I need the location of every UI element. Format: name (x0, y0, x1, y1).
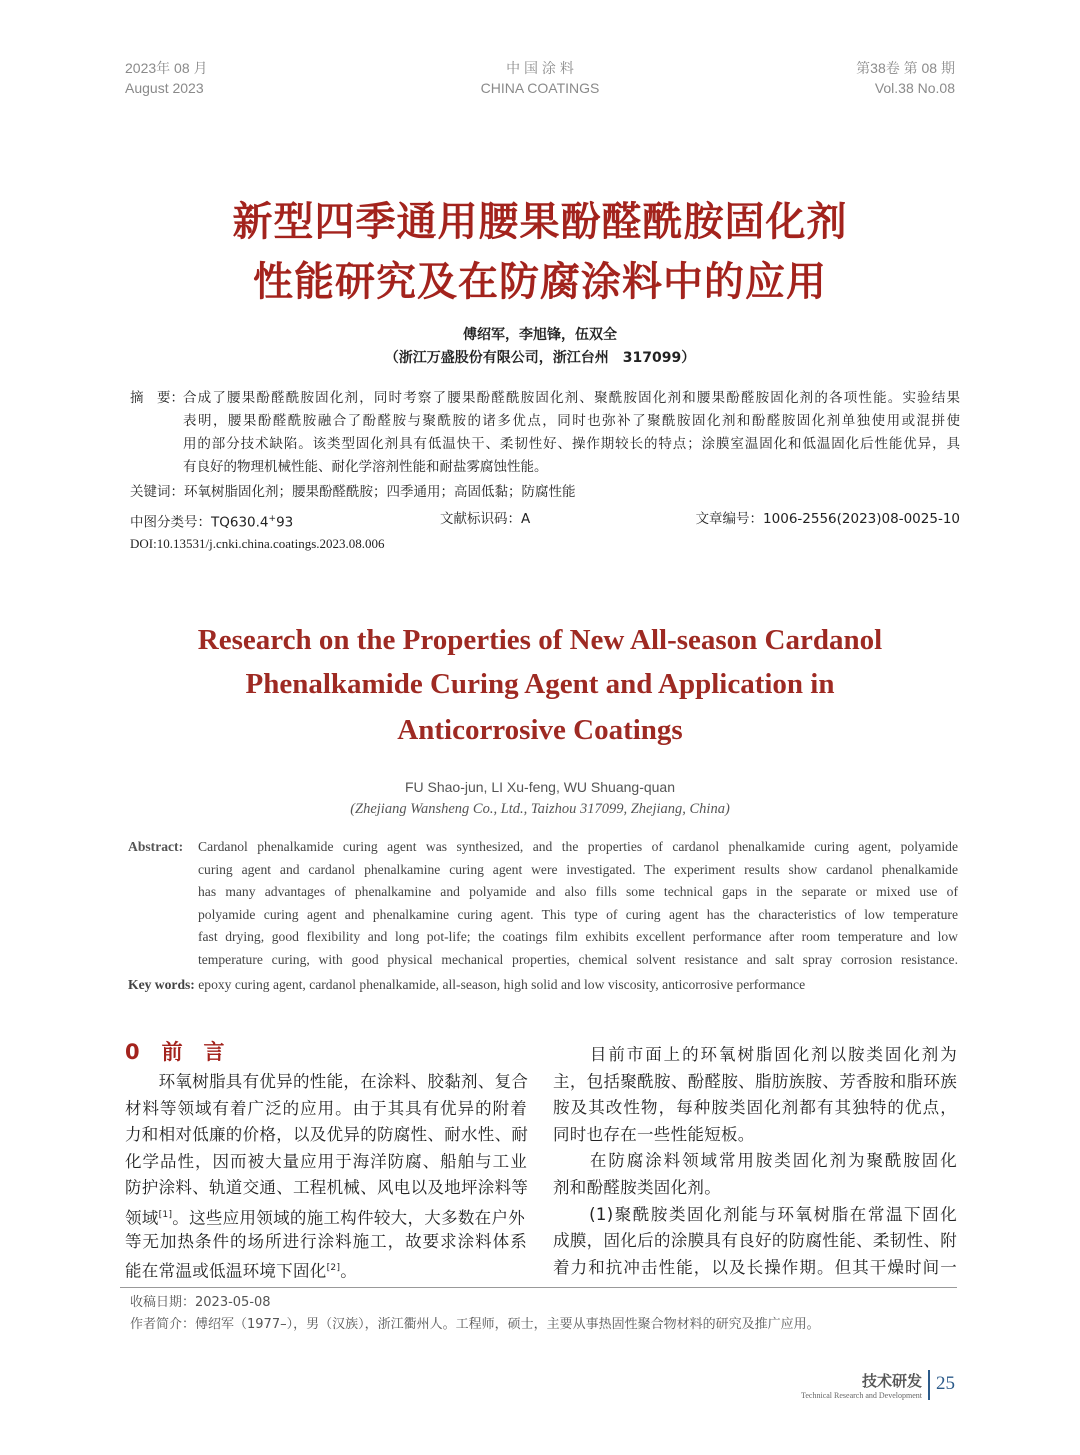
clc-sup: + (268, 514, 277, 524)
body-line: 材料等领域有着广泛的应用。由于其具有优异的附着 (125, 1098, 527, 1118)
abstract-en-label: Abstract: (128, 839, 184, 854)
body-line: 环氧树脂具有优异的性能，在涂料、胶黏剂、复合 (125, 1072, 529, 1091)
abstract-cn-line: 用的部分技术缺陷。该类型固化剂具有低温快干、柔韧性好、操作期较长的特点；涂膜室温固化和低温固化后性能优异，具 (183, 436, 960, 452)
keywords-en (128, 974, 805, 997)
page-number: 25 (936, 1373, 955, 1394)
body-line: 目前市面上的环氧树脂固化剂以胺类固化剂为 (553, 1045, 957, 1064)
journal-cn: 中 国 涂 料 (506, 60, 574, 76)
keywords-en-text: epoxy curing agent, cardanol phenalkamide, all-season, high solid and low viscosity, anticorrosive performance (198, 977, 806, 992)
authors-en: FU Shao-jun, LI Xu-feng, WU Shuang-quan (404, 779, 676, 795)
body-line: 着力和抗冲击性能，以及长操作期。但其干燥时间一 (553, 1257, 957, 1277)
body-line (125, 1202, 527, 1229)
abstract-cn-line: 合成了腰果酚醛酰胺固化剂，同时考察了腰果酚醛酰胺固化剂、聚酰胺固化剂和腰果酚醛胺固化剂的各项性能。实验结果 (183, 390, 960, 406)
left-column (125, 1069, 527, 1282)
citation-link[interactable]: [2] (326, 1263, 341, 1274)
body-line: 在防腐涂料领域常用胺类固化剂为聚酰胺固化 (553, 1151, 957, 1171)
abstract-en-line: fast drying, good flexibility and long pot-life; the coatings film exhibits excellent performance after room temperature and low (198, 929, 958, 945)
volume-info (856, 58, 955, 98)
right-column (553, 1042, 957, 1281)
article-number: 文章编号：1006-2556(2023)08-0025-10 (695, 511, 960, 527)
section-title: 前 言 (161, 1040, 225, 1064)
clc-value: TQ630.4 (211, 514, 269, 531)
section-number: 0 (125, 1040, 140, 1064)
abstract-en-line: Cardanol phenalkamide curing agent was synthesized, and the properties of cardanol phenalkamide curing agent, polyamide (198, 839, 958, 854)
keywords-cn-text: 环氧树脂固化剂；腰果酚醛酰胺；四季通用；高固低黏；防腐性能 (184, 484, 576, 500)
date-cn: 2023年 08 月 (125, 60, 208, 76)
author-bio: 作者简介：傅绍军（1977–），男（汉族），浙江衢州人。工程师，硕士，主要从事热固性聚合物材料的研究及推广应用。 (130, 1317, 820, 1332)
abstract-cn (183, 387, 960, 479)
title-cn-line2: 性能研究及在防腐涂料中的应用 (253, 259, 827, 305)
body-line: 等无加热条件的场所进行涂料施工，故要求涂料体系 (125, 1231, 527, 1251)
volume-cn: 第38卷 第 08 期 (856, 60, 955, 76)
body-line: 防护涂料、轨道交通、工程机械、风电以及地坪涂料等 (125, 1178, 529, 1198)
body-line: 胺及其改性物，每种胺类固化剂都有其独特的优点， (553, 1098, 957, 1118)
abstract-cn-line: 表明，腰果酚醛酰胺融合了酚醛胺与聚酰胺的诸多优点，同时也弥补了聚酰胺固化剂和酚醛胺固化剂单独使用或混拼使 (183, 413, 960, 429)
abstract-en (198, 836, 958, 972)
abstract-cn-label: 摘 要： (130, 390, 184, 406)
title-cn-line1: 新型四季通用腰果酚醛酰胺固化剂 (232, 199, 848, 245)
footer-divider (928, 1370, 930, 1400)
doi[interactable]: DOI:10.13531/j.cnki.china.coatings.2023.08.006 (130, 536, 385, 551)
journal-en: CHINA COATINGS (480, 80, 600, 96)
footnote-divider (120, 1287, 957, 1288)
received-date: 收稿日期：2023-05-08 (130, 1295, 271, 1310)
footnotes (130, 1292, 820, 1336)
keywords-cn-label: 关键词： (130, 484, 184, 500)
body-line: 化学品性，因而被大量应用于海洋防腐、船舶与工业 (125, 1151, 527, 1171)
abstract-cn-line: 有良好的物理机械性能、耐化学溶剂性能和耐盐雾腐蚀性能。 (183, 459, 548, 475)
abstract-en-line: temperature curing, with good physical mechanical properties, chemical solvent resistance and salt spray corrosion resistance. (198, 951, 958, 967)
body-line: 力和相对低廉的价格，以及优异的防腐性、耐水性、耐 (125, 1125, 529, 1145)
body-line: (1)聚酰胺类固化剂能与环氧树脂在常温下固化 (553, 1204, 957, 1224)
abstract-en-line: polyamide curing agent and phenalkamine curing agent. This type of curing agent has the characteristics of low temperature (198, 906, 958, 922)
title-en-line2: Phenalkamide Curing Agent and Application in (245, 668, 835, 700)
abstract-en-line: curing agent and cardanol phenalkamine curing agent were investigated. The experiment results show cardanol phenalkamide (198, 861, 958, 877)
volume-en: Vol.38 No.08 (874, 80, 955, 96)
title-en-line3: Anticorrosive Coatings (397, 714, 683, 746)
title-en-line1: Research on the Properties of New All-season Cardanol (197, 624, 883, 656)
authors-cn: 傅绍军，李旭锋，伍双全 (463, 327, 617, 343)
page-footer-section (801, 1370, 922, 1400)
text: 领域 (125, 1208, 159, 1228)
body-line: 同时也存在一些性能短板。 (553, 1124, 755, 1144)
footer-section-cn: 技术研发 (861, 1372, 922, 1390)
keywords-cn (130, 481, 576, 504)
affiliation-en: (Zhejiang Wansheng Co., Ltd., Taizhou 317099, Zhejiang, China) (350, 801, 730, 817)
body-line: 剂和酚醛胺类固化剂。 (553, 1177, 721, 1197)
clc-tail: 93 (276, 514, 294, 531)
clc-label: 中图分类号： (130, 514, 211, 531)
body-line (125, 1255, 527, 1282)
body-line: 成膜，固化后的涂膜具有良好的防腐性能、柔韧性、附 (553, 1231, 957, 1251)
section-heading (125, 1036, 225, 1066)
clc-number (130, 508, 293, 535)
date-en: August 2023 (125, 80, 204, 96)
document-code: 文献标识码：A (440, 511, 531, 527)
text: 。这些应用领域的施工构件较大，大多数在户外 (172, 1208, 526, 1228)
body-line: 主，包括聚酰胺、酚醛胺、脂肪族胺、芳香胺和脂环族 (553, 1071, 957, 1091)
affiliation-cn: （浙江万盛股份有限公司，浙江台州 317099） (384, 350, 696, 366)
footer-section-en: Technical Research and Development (801, 1391, 922, 1400)
text: 能在常温或低温环境下固化 (125, 1261, 327, 1281)
keywords-en-label: Key words: (128, 977, 195, 992)
abstract-en-line: has many advantages of phenalkamine and polyamide and also fills some technical gaps in the separate or mixed use of (198, 884, 958, 900)
citation-link[interactable]: [1] (158, 1209, 173, 1220)
text: 。 (340, 1261, 358, 1281)
